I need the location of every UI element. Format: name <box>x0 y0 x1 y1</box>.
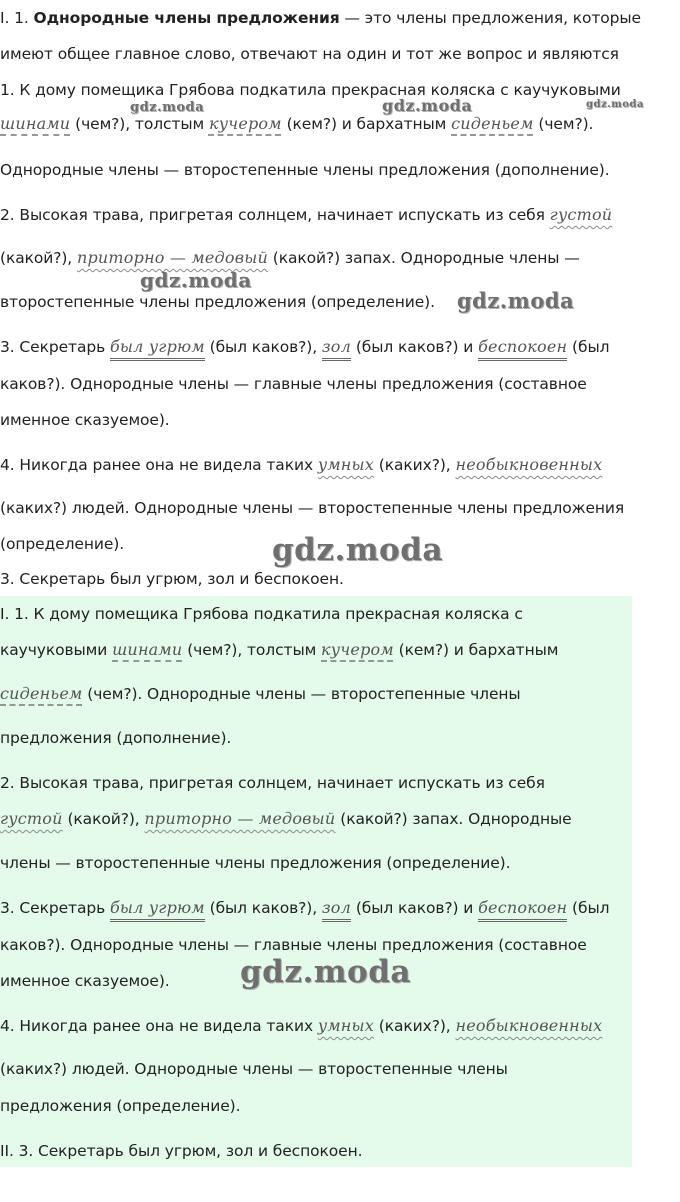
text-line: предложения (дополнение). <box>0 729 232 747</box>
underlined-word: кучером <box>321 640 394 659</box>
text-line: 3. Секретарь был угрюм, зол и беспокоен. <box>0 570 344 588</box>
text-line: (определение). <box>0 535 125 553</box>
sentence-line <box>0 1016 602 1036</box>
text-span: (какой?), <box>0 249 77 267</box>
text-span: (каких?), <box>373 1017 456 1035</box>
underlined-word: кучером <box>208 114 282 133</box>
underlined-word: густой <box>0 809 63 828</box>
underlined-word: сиденьем <box>451 114 534 133</box>
underlined-word: умных <box>317 1016 374 1035</box>
text-line: Однородные члены — второстепенные члены предложения (дополнение). <box>0 161 610 179</box>
text-line: члены — второстепенные члены предложения (определение). <box>0 854 511 872</box>
underlined-word: зол <box>322 898 351 922</box>
underlined-word: был угрюм <box>110 337 205 361</box>
answer-block <box>0 596 632 1167</box>
underlined-word: шинами <box>0 114 71 133</box>
text-span: (кем?) и бархатным <box>281 115 452 133</box>
underlined-word: был угрюм <box>110 898 205 922</box>
text-span: 3. Секретарь <box>0 338 110 356</box>
text-span: (был <box>567 338 610 356</box>
underlined-word: беспокоен <box>478 898 567 922</box>
underlined-word: шинами <box>112 640 183 659</box>
text-span: — это члены предложения, которые <box>339 9 641 27</box>
text-line: II. 3. Секретарь был угрюм, зол и беспокоен. <box>0 1142 363 1160</box>
text-span: (чем?). Однородные члены — второстепенные члены <box>82 685 521 703</box>
watermark: gdz.moda <box>240 954 411 990</box>
sentence-line <box>0 248 580 268</box>
sentence-line <box>0 684 521 704</box>
sentence-line <box>0 455 602 475</box>
sentence-line <box>0 640 558 660</box>
text-span: (был каков?) и <box>351 338 479 356</box>
text-span: (был каков?), <box>204 338 322 356</box>
underlined-word: умных <box>317 455 374 474</box>
text-span: 3. Секретарь <box>0 899 110 917</box>
underlined-word: приторно — медовый <box>76 248 268 267</box>
sentence-line <box>0 205 612 225</box>
text-line: I. 1. К дому помещика Грябова подкатила прекрасная коляска с <box>0 605 523 623</box>
text-line: второстепенные члены предложения (определение). <box>0 293 435 311</box>
text-span: (какой?) запах. Однородные <box>335 810 572 828</box>
underlined-word: приторно — медовый <box>144 809 336 828</box>
watermark: gdz.moda <box>272 532 443 568</box>
underlined-word: беспокоен <box>478 337 567 361</box>
text-span: (чем?), толстым <box>70 115 209 133</box>
underlined-word: сиденьем <box>0 684 83 703</box>
text-span: (какой?) запах. Однородные члены — <box>267 249 580 267</box>
text-span: 4. Никогда ранее она не видела таких <box>0 1017 318 1035</box>
text-line: предложения (определение). <box>0 1097 241 1115</box>
sentence-line <box>0 898 609 922</box>
text-line: 1. К дому помещика Грябова подкатила прекрасная коляска с каучуковыми <box>0 81 621 99</box>
paragraph-definition <box>0 8 641 28</box>
item-prefix: I. 1. <box>0 9 34 27</box>
sentence-line <box>0 337 609 361</box>
text-span: (был каков?) и <box>351 899 479 917</box>
watermark: gdz.moda <box>140 268 252 292</box>
watermark: gdz.moda <box>130 100 205 115</box>
underlined-word: зол <box>322 337 351 361</box>
text-line: каков?). Однородные члены — главные члены предложения (составное <box>0 936 587 954</box>
watermark: gdz.moda <box>586 99 644 110</box>
text-line: каков?). Однородные члены — главные члены предложения (составное <box>0 375 587 393</box>
text-span: (чем?). <box>533 115 594 133</box>
term-bold: Однородные члены предложения <box>33 9 340 27</box>
sentence-line <box>0 809 572 829</box>
text-line: 2. Высокая трава, пригретая солнцем, начинает испускать из себя <box>0 774 545 792</box>
text-span: (какой?), <box>62 810 145 828</box>
underlined-word: густой <box>549 205 613 224</box>
text-span: (каких?), <box>373 456 456 474</box>
text-span: (был <box>567 899 610 917</box>
text-span: 4. Никогда ранее она не видела таких <box>0 456 318 474</box>
text-span: каучуковыми <box>0 641 113 659</box>
sentence-line <box>0 114 593 134</box>
underlined-word: необыкновенных <box>455 1016 603 1035</box>
text-line: (каких?) людей. Однородные члены — второстепенные члены <box>0 1060 508 1078</box>
underlined-word: необыкновенных <box>455 455 603 474</box>
text-span: 2. Высокая трава, пригретая солнцем, начинает испускать из себя <box>0 206 550 224</box>
watermark: gdz.moda <box>457 288 575 313</box>
text-span: (был каков?), <box>204 899 322 917</box>
text-span: (кем?) и бархатным <box>393 641 559 659</box>
text-line: именное сказуемое). <box>0 972 170 990</box>
watermark: gdz.moda <box>382 96 473 115</box>
text-line: имеют общее главное слово, отвечают на один и тот же вопрос и являются <box>0 45 619 63</box>
text-span: (чем?), толстым <box>182 641 322 659</box>
text-line: именное сказуемое). <box>0 411 170 429</box>
text-line: (каких?) людей. Однородные члены — второстепенные члены предложения <box>0 499 625 517</box>
